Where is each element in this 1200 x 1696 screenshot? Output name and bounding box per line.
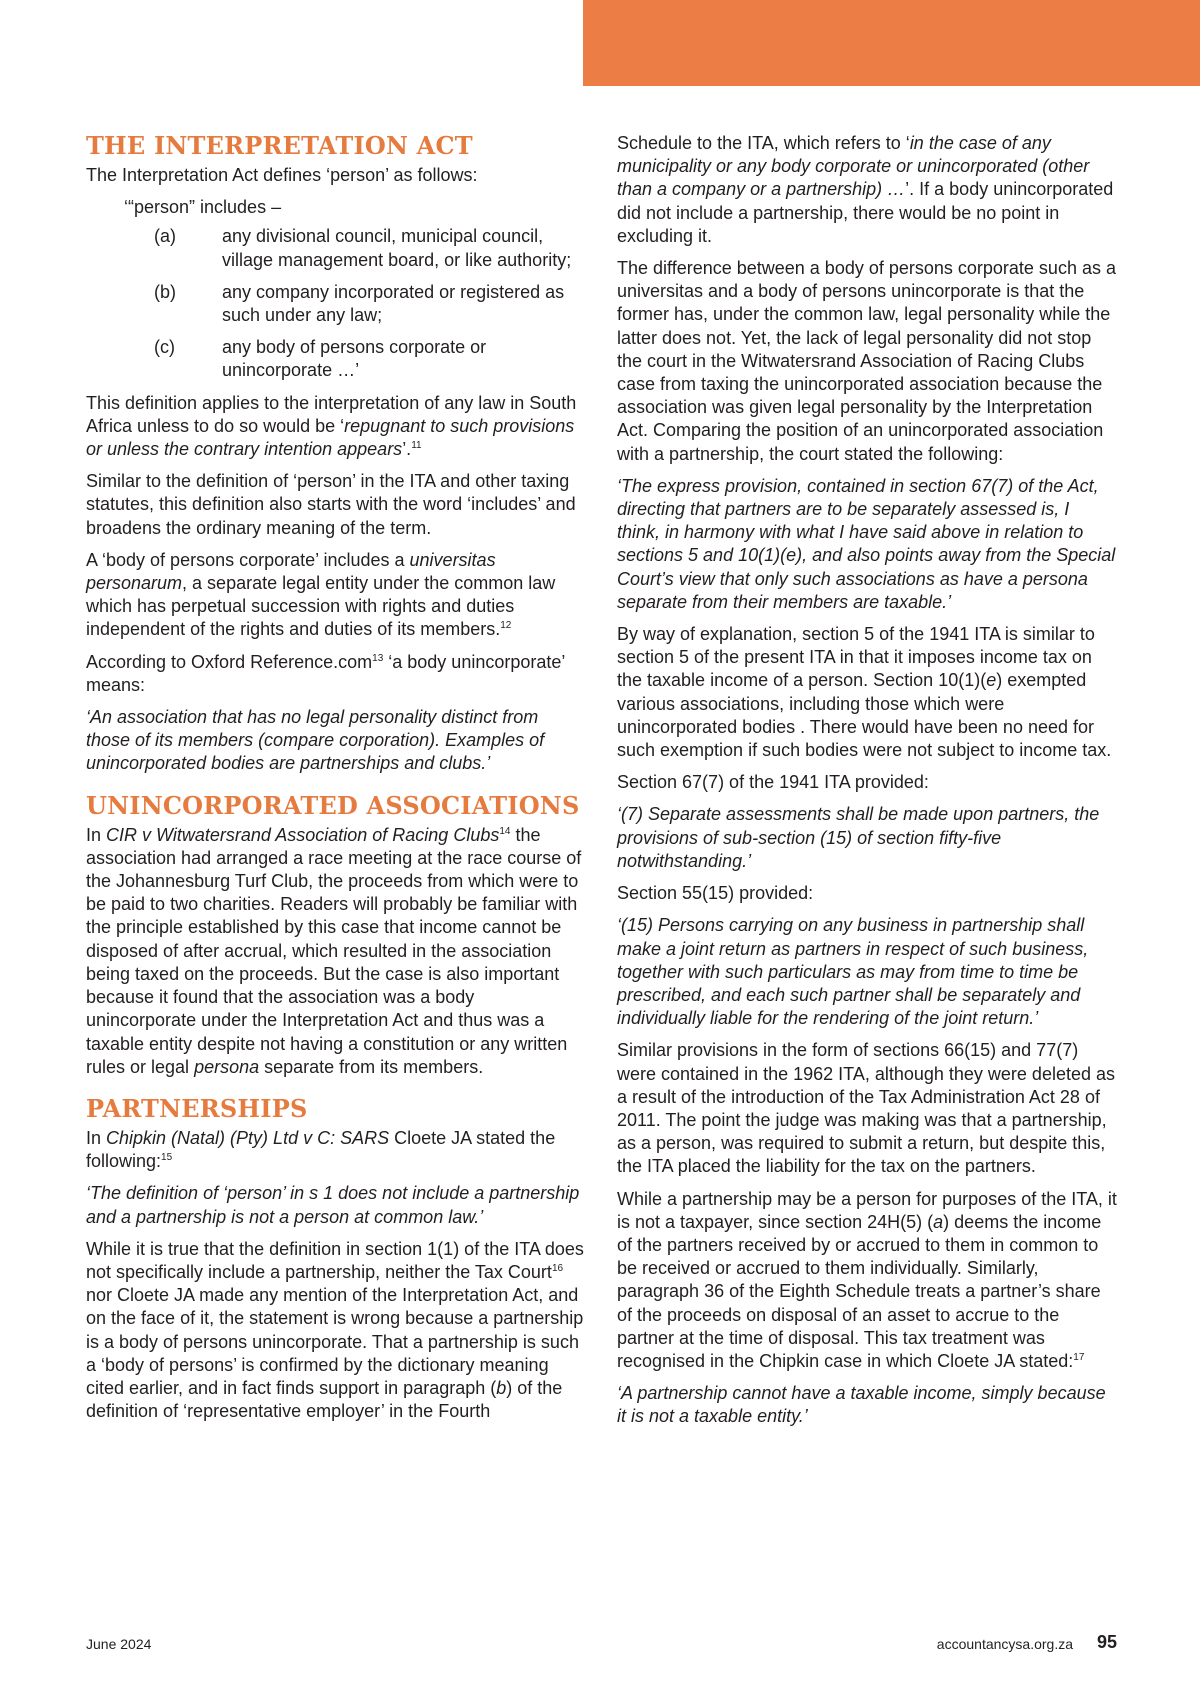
header-accent-tab bbox=[583, 0, 1200, 86]
page-number: 95 bbox=[1096, 1632, 1117, 1652]
paragraph: Section 67(7) of the 1941 ITA provided: bbox=[617, 772, 929, 793]
footnote-ref: 13 bbox=[372, 652, 384, 664]
paragraph: Section 55(15) provided: bbox=[617, 883, 814, 904]
paragraph: According to Oxford Reference.com$^{13}$ ‘a body unincorporate’ means: bbox=[86, 651, 565, 695]
definition-list bbox=[86, 196, 586, 382]
quotation: ‘The definition of ‘person’ in s 1 does not include a partnership and a partnership is not a person at common law.’ bbox=[86, 1183, 580, 1227]
item-text: any divisional council, municipal council, village management board, or like authority; bbox=[222, 226, 572, 270]
footer-website: accountancysa.org.za bbox=[936, 1636, 1073, 1652]
footer-date: June 2024 bbox=[86, 1636, 152, 1652]
paragraph: The Interpretation Act defines ‘person’ as follows: bbox=[86, 165, 478, 185]
paragraph: Schedule to the ITA, which refers to ‘in the case of any municipality or any body corporate or unincorporated (other than a company or a partnership) …’. If a body unincorporated did not include a partnership, there would be no point in excluding it. bbox=[617, 133, 1114, 246]
footnote-ref: 15 bbox=[161, 1152, 173, 1164]
definition-item bbox=[86, 225, 586, 271]
item-text: any company incorporated or registered as such under any law; bbox=[222, 281, 565, 326]
quotation: ‘(7) Separate assessments shall be made upon partners, the provisions of sub-section (15) of section fifty-five notwithstanding.’ bbox=[617, 804, 1100, 871]
right-column bbox=[617, 132, 1117, 1438]
paragraph: By way of explanation, section 5 of the 1941 ITA is similar to section 5 of the present ITA in that it imposes income tax on the taxable income of a person. Section 10(1)(e) exempted various associations, including those which were unincorporated bodies . There would have been no need for such exemption if such bodies were not subject to income tax. bbox=[617, 624, 1112, 761]
item-marker: (c) bbox=[154, 337, 175, 358]
footnote-ref: 17 bbox=[1073, 1351, 1085, 1363]
paragraph: While a partnership may be a person for purposes of the ITA, it is not a taxpayer, since section 24H(5) (a) deems the income of the partners received by or accrued to them in common to be received or accrued to them individually. Similarly, paragraph 36 of the Eighth Schedule treats a partner’s share of the proceeds on disposal of an asset to accrue to the partner at the time of disposal. This tax treatment was recognised in the Chipkin case in which Cloete JA stated:$^{17}$ bbox=[617, 1188, 1117, 1371]
item-text: any body of persons corporate or unincorporate …’ bbox=[222, 337, 487, 381]
item-marker: (a) bbox=[154, 226, 176, 247]
definition-intro: ‘“person” includes – bbox=[124, 197, 282, 218]
quotation: ‘An association that has no legal personality distinct from those of its members (compare corporation). Examples of unincorporated bodies are partnerships and clubs.’ bbox=[86, 707, 545, 774]
paragraph: In Chipkin (Natal) (Pty) Ltd v C: SARS Cloete JA stated the following:$^{15}$ bbox=[86, 1127, 556, 1172]
paragraph: This definition applies to the interpretation of any law in South Africa unless to do so would be ‘repugnant to such provisions or unless the contrary intention appears’.$^{11}$ bbox=[86, 392, 577, 460]
definition-item bbox=[86, 281, 586, 327]
paragraph: In CIR v Witwatersrand Association of Racing Clubs$^{14}$ the association had arranged a race meeting at the race course of the Johannesburg Turf Club, the proceeds from which were to be paid to two charities. Readers will probably be familiar with the principle established by this case that income cannot be disposed of after accrual, which resulted in the association being taxed on the proceeds. But the case is also important because it found that the association was a body unincorporate under the Interpretation Act and thus was a taxable entity despite not having a constitution or any written rules or legal persona separate from its members. bbox=[86, 824, 582, 1077]
left-column bbox=[86, 132, 586, 1432]
footnote-ref: 12 bbox=[500, 620, 512, 632]
heading-partnerships: PARTNERSHIPS bbox=[86, 1093, 308, 1123]
quotation: ‘(15) Persons carrying on any business in partnership shall make a joint return as partners in respect of such business, together with such particulars as may from time to time be prescribed, and each such partner shall be separately and individually liable for the rendering of the joint return.’ bbox=[617, 915, 1089, 1029]
heading-unincorporated-associations: UNINCORPORATED ASSOCIATIONS bbox=[86, 790, 580, 820]
footnote-ref: 11 bbox=[411, 440, 422, 452]
paragraph: While it is true that the definition in section 1(1) of the ITA does not specifically include a partnership, neither the Tax Court$^{16}$ nor Cloete JA made any mention of the Interpretation Act, and on the face of it, the statement is wrong because a partnership is a body of persons unincorporate. That a partnership is such a ‘body of persons’ is confirmed by the dictionary meaning cited earlier, and in fact finds support in paragraph (b) of the definition of ‘representative employer’ in the Fourth bbox=[86, 1238, 584, 1422]
item-marker: (b) bbox=[154, 281, 176, 302]
quotation: ‘A partnership cannot have a taxable income, simply because it is not a taxable entity.’ bbox=[617, 1383, 1106, 1427]
heading-interpretation-act: THE INTERPRETATION ACT bbox=[86, 131, 473, 160]
footnote-ref: 14 bbox=[499, 825, 511, 837]
paragraph: A ‘body of persons corporate’ includes a universitas personarum, a separate legal entity under the common law which has perpetual succession with rights and duties independent of the rights and duties of its members.$^{12}$ bbox=[86, 549, 556, 640]
definition-item bbox=[86, 336, 586, 382]
quotation: ‘The express provision, contained in section 67(7) of the Act, directing that partners are to be separately assessed is, I think, in harmony with what I have said above in relation to sections 5 and 10(1)(e), and also points away from the Special Court’s view that only such associations as have a persona separate from their members are taxable.’ bbox=[617, 475, 1116, 612]
paragraph: Similar to the definition of ‘person’ in the ITA and other taxing statutes, this definition also starts with the word ‘includes’ and broadens the ordinary meaning of the term. bbox=[86, 471, 576, 538]
footnote-ref: 16 bbox=[551, 1262, 564, 1274]
paragraph: The difference between a body of persons corporate such as a universitas and a body of persons unincorporate is that the former has, under the common law, legal personality while the latter does not. Yet, the lack of legal personality did not stop the court in the Witwatersrand Association of Racing Clubs case from taxing the unincorporated association because the association was given legal personality by the Interpretation Act. Comparing the position of an unincorporated association with a partnership, the court stated the following: bbox=[617, 258, 1116, 464]
paragraph: Similar provisions in the form of sections 66(15) and 77(7) were contained in the 1962 ITA, although they were deleted as a result of the introduction of the Tax Administration Act 28 of 2011. The point the judge was making was that a partnership, as a person, was required to submit a return, but despite this, the ITA placed the liability for the tax on the partners. bbox=[617, 1040, 1115, 1177]
